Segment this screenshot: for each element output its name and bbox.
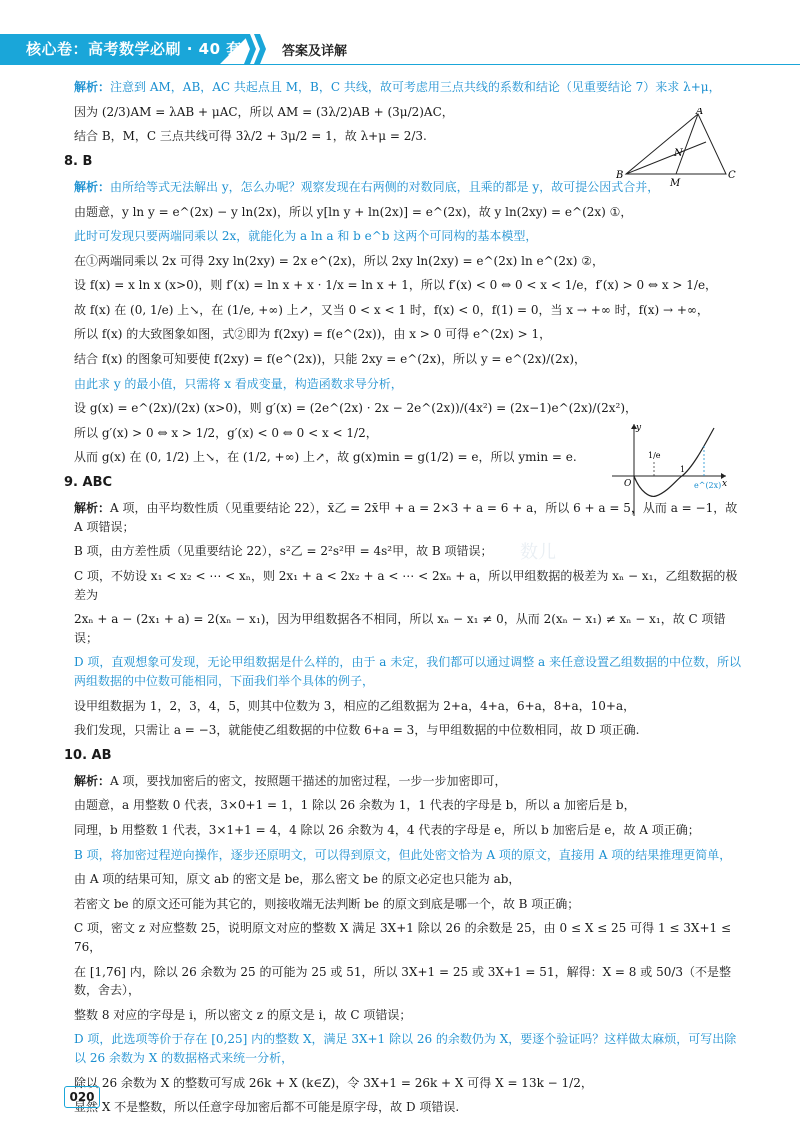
triangle-figure xyxy=(616,108,740,188)
label-A: A xyxy=(696,108,704,117)
analysis-label: 解析： xyxy=(74,179,111,194)
solution-line xyxy=(64,721,744,740)
line-text: 9. ABC xyxy=(64,475,113,491)
line-text: 结合 B，M，C 三点共线可得 3λ/2 + 3μ/2 = 1，故 λ+μ = 2/3. xyxy=(74,129,427,144)
line-text: 显然 X 不是整数，所以任意字母加密后都不可能是原字母，故 D 项错误. xyxy=(74,1100,460,1115)
line-text: 由题意，y ln y = e^(2x) − y ln(2x)，所以 y[ln y + ln(2x)] = e^(2x)，故 y ln(2xy) = e^(2x) ①， xyxy=(74,204,633,219)
book-title: 核心卷：高考数学必刷 · 40 套 xyxy=(26,40,242,58)
analysis-label: 解析： xyxy=(74,80,111,94)
solution-line xyxy=(64,1074,744,1093)
label-M: M xyxy=(670,178,681,188)
line-text: 在 [1,76] 内，除以 26 余数为 25 的可能为 25 或 51，所以 3X+1 = 25 或 3X+1 = 51，解得：X = 8 或 50/3（不是整数，舍去）， xyxy=(74,964,732,998)
line-text: B 项，将加密过程逆向操作，逐步还原明文，可以得到原文，但此处密文恰为 A 项的原文，直接用 A 项的结果推理更简单， xyxy=(74,847,732,862)
line-text: 因为 (2/3)AM = λAB + μAC，所以 AM = (3λ/2)AB + (3μ/2)AC， xyxy=(74,104,454,119)
solution-line xyxy=(64,78,744,97)
e2x-label: e^(2x) xyxy=(694,481,722,490)
line-text: 10. AB xyxy=(64,747,112,763)
line-text: 故 f(x) 在 (0, 1/e) 上↘，在 (1/e, +∞) 上↗，又当 0 < x < 1 时，f(x) < 0，f(1) = 0，当 x → +∞ 时，f(x) → +∞， xyxy=(74,302,709,317)
line-text: 注意到 AM，AB，AC 共起点且 M，B，C 共线，故可考虑用三点共线的系数和结论（见重要结论 7）来求 λ+μ， xyxy=(110,80,721,94)
line-text: 所以 f(x) 的大致图象如图，式②即为 f(2xy) = f(e^(2x))，由 x > 0 可得 e^(2x) > 1， xyxy=(74,327,552,342)
axis-y-label: y xyxy=(636,423,642,433)
question-number xyxy=(64,746,744,766)
line-text: C 项，密文 z 对应整数 25，说明原文对应的整数 X 满足 3X+1 除以 26 的余数是 25，由 0 ≤ X ≤ 25 可得 1 ≤ 3X+1 ≤ 76， xyxy=(74,921,731,955)
line-text: 由 A 项的结果可知，原文 ab 的密文是 be，那么密文 be 的原文必定也只能为 ab， xyxy=(74,872,521,887)
solution-line xyxy=(64,919,744,956)
section-subtitle: 答案及详解 xyxy=(282,44,348,59)
line-text: 设 f(x) = x ln x (x>0)，则 f′(x) = ln x + x · 1/x = ln x + 1，所以 f′(x) < 0 ⇔ 0 < x < 1/e，f′(x) > 0 ⇔ x > 1/e， xyxy=(74,278,718,293)
line-text: 设 g(x) = e^(2x)/(2x) (x>0)，则 g′(x) = (2e^(2x) · 2x − 2e^(2x))/(4x²) = (2x−1)e^(2x)/(2x²)， xyxy=(74,401,638,416)
line-text: 除以 26 余数为 X 的整数可写成 26k + X (k∈Z)，令 3X+1 = 26k + X 可得 X = 13k − 1/2， xyxy=(74,1075,593,1090)
solution-line xyxy=(64,542,744,561)
solution-line xyxy=(64,350,744,369)
solution-content xyxy=(64,78,744,1123)
line-text: 所以 g′(x) > 0 ⇔ x > 1/2，g′(x) < 0 ⇔ 0 < x < 1/2， xyxy=(74,425,378,440)
line-text: 同理，b 用整数 1 代表，3×1+1 = 4，4 除以 26 余数为 4，4 代表的字母是 e，所以 b 加密后是 e，故 A 项正确； xyxy=(74,823,700,838)
solution-line xyxy=(64,653,744,690)
solution-line xyxy=(64,276,744,295)
line-text: 设甲组数据为 1，2，3，4，5，则其中位数为 3，相应的乙组数据为 2+a，4+a，6+a，8+a，10+a， xyxy=(74,698,636,713)
solution-line xyxy=(64,846,744,865)
solution-line xyxy=(64,821,744,840)
origin-label: O xyxy=(624,479,632,489)
line-text: D 项，此选项等价于存在 [0,25] 内的整数 X，满足 3X+1 除以 26 的余数仍为 X，要逐个验证吗？这样做太麻烦，可写出除以 26 余数为 X 的数据格式来统一分析， xyxy=(74,1032,737,1065)
solution-line xyxy=(64,895,744,914)
header-slash-decoration xyxy=(240,34,270,64)
line-text: 我们发现，只需让 a = −3，就能使乙组数据的中位数 6+a = 3，与甲组数据的中位数相同，故 D 项正确. xyxy=(74,723,640,738)
solution-line xyxy=(64,399,744,418)
solution-line xyxy=(64,772,744,791)
solution-line xyxy=(64,870,744,889)
line-text: 结合 f(x) 的图象可知要使 f(2xy) = f(e^(2x))，只能 2xy = e^(2x)，所以 y = e^(2x)/(2x)， xyxy=(74,352,587,367)
solution-line xyxy=(64,567,744,604)
label-C: C xyxy=(728,170,736,181)
line-text: D 项，直观想象可发现，无论甲组数据是什么样的，由于 a 未定，我们都可以通过调整 a 来任意设置乙组数据的中位数，所以两组数据的中位数可能相同，下面我们举个具体的例子， xyxy=(74,655,742,688)
solution-line xyxy=(64,796,744,815)
solution-line xyxy=(64,1098,744,1117)
solution-line xyxy=(64,301,744,320)
line-text: 8. B xyxy=(64,153,93,169)
solution-line xyxy=(64,227,744,246)
one-over-e-label: 1/e xyxy=(648,451,661,460)
line-text: A 项，由平均数性质（见重要结论 22），x̄乙 = 2x̄甲 + a = 2×3 + a = 6 + a，所以 6 + a = 5，从而 a = −1，故 A 项错误； xyxy=(74,501,738,534)
solution-line xyxy=(64,1030,744,1067)
line-text: A 项，要找加密后的密文，按照题干描述的加密过程，一步一步加密即可， xyxy=(110,773,507,788)
label-N: N xyxy=(674,148,683,159)
solution-line xyxy=(64,697,744,716)
line-text: 此时可发现只要两端同乘以 2x，就能化为 a ln a 和 b e^b 这两个可同构的基本模型， xyxy=(74,229,538,244)
line-text: 由题意，a 用整数 0 代表，3×0+1 = 1，1 除以 26 余数为 1，1 代表的字母是 b，所以 a 加密后是 b， xyxy=(74,798,636,813)
axis-x-label: x xyxy=(722,479,728,489)
line-text: B 项，由方差性质（见重要结论 22），s²乙 = 2²s²甲 = 4s²甲，故 B 项错误； xyxy=(74,544,493,559)
label-B: B xyxy=(616,170,624,181)
solution-line xyxy=(64,252,744,271)
page-number: 020 xyxy=(64,1086,100,1108)
watermark-text: 数儿 xyxy=(520,542,556,563)
solution-line xyxy=(64,325,744,344)
line-text: 整数 8 对应的字母是 i，所以密文 z 的原文是 i，故 C 项错误； xyxy=(74,1007,412,1022)
analysis-label: 解析： xyxy=(74,773,111,788)
line-text: C 项，不妨设 x₁ < x₂ < ⋯ < xₙ，则 2x₁ + a < 2x₂ + a < ⋯ < 2xₙ + a，所以甲组数据的极差为 xₙ − x₁，乙组数据的极差为 xyxy=(74,568,738,602)
page-header xyxy=(0,0,800,59)
line-text: 由所给等式无法解出 y，怎么办呢？观察发现在右两侧的对数同底，且乘的都是 y，故可提公因式合并， xyxy=(110,179,660,194)
header-divider xyxy=(0,64,800,65)
one-label: 1 xyxy=(680,465,686,474)
line-text: 由此求 y 的最小值，只需将 x 看成变量，构造函数求导分析， xyxy=(74,376,403,391)
line-text: 若密文 be 的原文还可能为其它的，则接收端无法判断 be 的原文到底是哪一个，故 B 项正确； xyxy=(74,896,580,911)
solution-line xyxy=(64,610,744,647)
function-graph-figure xyxy=(610,420,730,520)
solution-line xyxy=(64,1006,744,1025)
line-text: 2xₙ + a − (2x₁ + a) = 2(xₙ − x₁)，因为甲组数据各不相同，所以 xₙ − x₁ ≠ 0，从而 2(xₙ − x₁) ≠ xₙ − x₁，故 C 项错误； xyxy=(74,612,726,645)
analysis-label: 解析： xyxy=(74,501,111,516)
solution-line xyxy=(64,375,744,394)
solution-line xyxy=(64,203,744,222)
line-text: 在①两端同乘以 2x 可得 2xy ln(2xy) = 2x e^(2x)，所以 2xy ln(2xy) = e^(2x) ln e^(2x) ②， xyxy=(74,253,604,268)
line-text: 从而 g(x) 在 (0, 1/2) 上↘，在 (1/2, +∞) 上↗，故 g(x)min = g(1/2) = e，所以 ymin = e. xyxy=(74,450,577,465)
solution-line xyxy=(64,963,744,1000)
